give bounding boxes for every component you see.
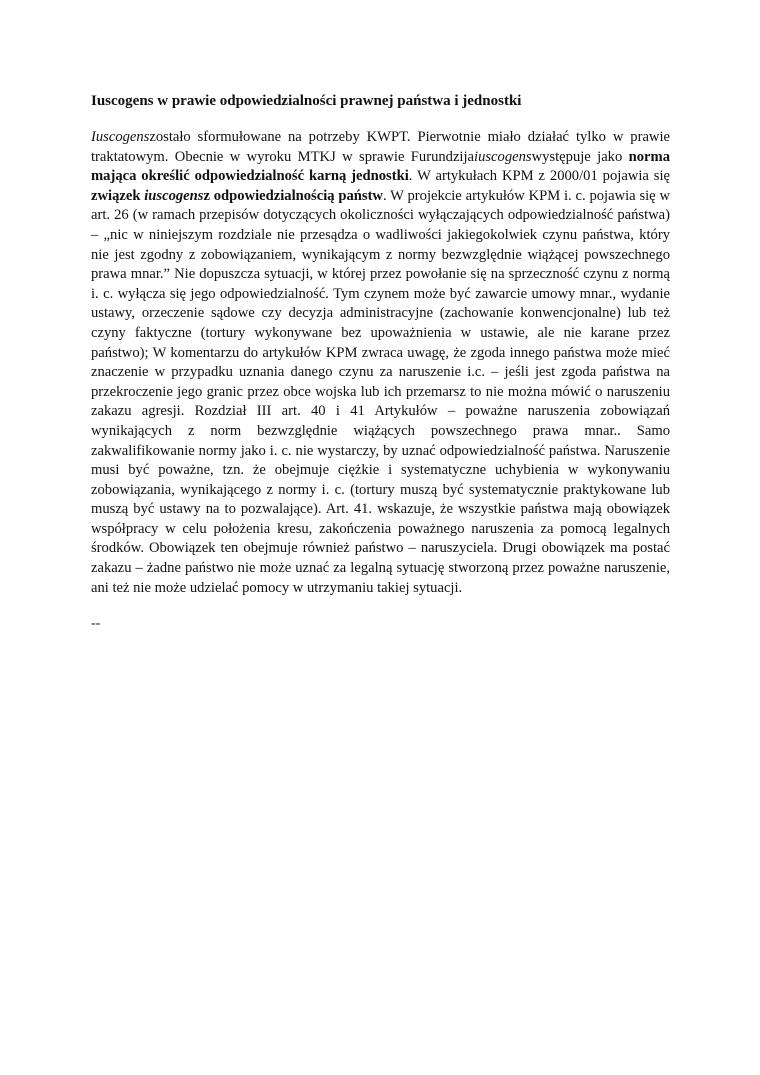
paragraph-run: iuscogens — [144, 187, 204, 204]
paragraph-run: z odpowiedzialnością państw — [203, 187, 383, 204]
paragraph-run: . W projekcie artykułów KPM i. c. pojawia się w art. 26 (w ramach przepisów dotyczących okoliczności wyłączających odpowiedzialność państwa) – „nic w niniejszym rozdziale nie przesądza o wadliwości jakiegokolwiek czynu państwa, który nie jest zgodny z zobowiązaniem, wynikającym z normy bezwzględnie wiążącej powszechnego prawa mnar.” Nie dopuszcza sytuacji, w której przez powołanie się na sprzeczność czynu z normą i. c. wyłącza się jego odpowiedzialność. Tym czynem może być zawarcie umowy mnar., wydanie ustawy, orzeczenie sądowe czy decyzja administracyjne (zachowanie konwencjonalne) lub też czyny faktyczne (tortury wykonywane bez upoważnienia w ustawie, ale nie karane przez państwo); W komentarzu do artykułów KPM zwraca uwagę, że zgoda innego państwa może mieć znaczenie w przypadku uznania danego czynu za naruszenie i.c. – jeśli jest zgoda państwa na przekroczenie jego granic przez obce wojska lub ich przemarsz to nie można mówić o naruszeniu zakazu agresji. Rozdział III art. 40 i 41 Artykułów – poważne naruszenia zobowiązań wynikających z norm bezwzględnie wiążących powszechnego prawa mnar.. Samo zakwalifikowanie normy jako i. c. nie wystarczy, by uznać odpowiedzialność państwa. Naruszenie musi być poważne, tzn. że obejmuje ciężkie i systematyczne uchybienia w wykonywaniu zobowiązania, wynikającego z normy i. c. (tortury muszą być systematycznie praktykowane lub muszą być ustawy na to pozwalające). Art. 41. wskazuje, że wszystkie państwa mają obowiązek współpracy w celu położenia kresu, zakończenia poważnego naruszenia za pomocą legalnych środków. Obowiązek ten obejmuje również państwo – naruszyciela. Drugi obowiązek ma postać zakazu – żadne państwo nie może uznać za legalną sytuację stworzoną przez poważne naruszenie, ani też nie może udzielać pomocy w utrzymaniu takiej sytuacji. — [91, 187, 671, 596]
paragraph-run: Iuscogens — [91, 129, 150, 145]
paragraph-run: norma mająca określić odpowiedzialność karną jednostki — [91, 148, 670, 185]
footer-mark: -- — [91, 616, 101, 632]
paragraph-run: występuje jako — [531, 148, 629, 165]
paragraph-run: iuscogens — [474, 148, 532, 165]
body-paragraph — [91, 128, 670, 598]
document-title: Iuscogens w prawie odpowiedzialności prawnej państwa i jednostki — [91, 93, 522, 109]
paragraph-run: związek — [91, 187, 145, 204]
paragraph-run: . W artykułach KPM z 2000/01 pojawia się — [408, 168, 670, 185]
document-page — [91, 91, 670, 632]
paragraph-run: zostało sformułowane na potrzeby KWPT. Pierwotnie miało działać tylko w prawie traktatowym. Obecnie w wyroku MTKJ w sprawie Furundzija — [91, 129, 670, 165]
